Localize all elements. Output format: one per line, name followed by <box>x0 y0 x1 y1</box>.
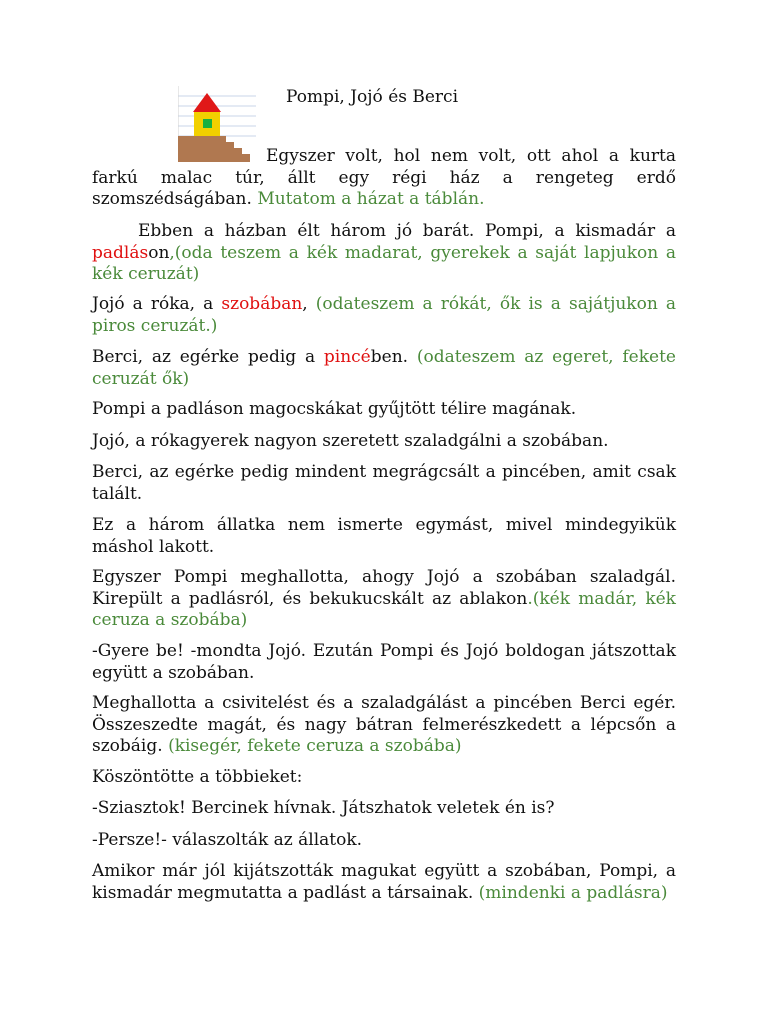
paragraph-10: -Gyere be! -mondta Jojó. Ezután Pompi és Jojó boldogan játszottak együtt a szobában. <box>92 641 676 683</box>
paragraph-6: Jojó, a rókagyerek nagyon szeretett szaladgálni a szobában. <box>92 431 609 451</box>
paragraph-5: Pompi a padláson magocskákat gyűjtött télire magának. <box>92 399 577 419</box>
paragraph-3: Jojó a róka, a szobában, (odateszem a rókát, ők is a sajátjukon a piros ceruzát.) <box>92 294 676 336</box>
paragraph-15: Amikor már jól kijátszották magukat együtt a szobában, Pompi, a kismadár megmutatta a padlást a társainak. (mindenki a padlásra) <box>92 861 676 903</box>
page-title: Pompi, Jojó és Berci <box>286 87 459 107</box>
paragraph-8: Ez a három állatka nem ismerte egymást, mivel mindegyikük máshol lakott. <box>92 515 676 557</box>
paragraph-9: Egyszer Pompi meghallotta, ahogy Jojó a szobában szaladgál. Kirepült a padlásról, és bekukucskált az ablakon.(kék madár, kék ceruza a szobába) <box>92 567 676 630</box>
paragraph-1: Egyszer volt, hol nem volt, ott ahol a kurta farkú malac túr, állt egy régi ház a rengeteg erdő szomszédságában. Mutatom a házat a táblán. <box>92 146 676 209</box>
paragraph-14: -Persze!- válaszolták az állatok. <box>92 830 363 850</box>
paragraph-12: Köszöntötte a többieket: <box>92 767 303 787</box>
paragraph-13: -Sziasztok! Bercinek hívnak. Játszhatok veletek én is? <box>92 798 555 818</box>
paragraph-4: Berci, az egérke pedig a pincében. (odateszem az egeret, fekete ceruzát ők) <box>92 347 676 389</box>
paragraph-7: Berci, az egérke pedig mindent megrágcsált a pincében, amit csak talált. <box>92 462 676 504</box>
paragraph-2: Ebben a házban élt három jó barát. Pompi, a kismadár a padláson,(oda teszem a kék madarat, gyerekek a saját lapjukon a kék ceruzát) <box>92 221 676 284</box>
paragraph-11: Meghallotta a csivitelést és a szaladgálást a pincében Berci egér. Összeszedte magát, és nagy bátran felmerészkedett a lépcsőn a szobáig. (kisegér, fekete ceruza a szobába) <box>92 693 676 756</box>
